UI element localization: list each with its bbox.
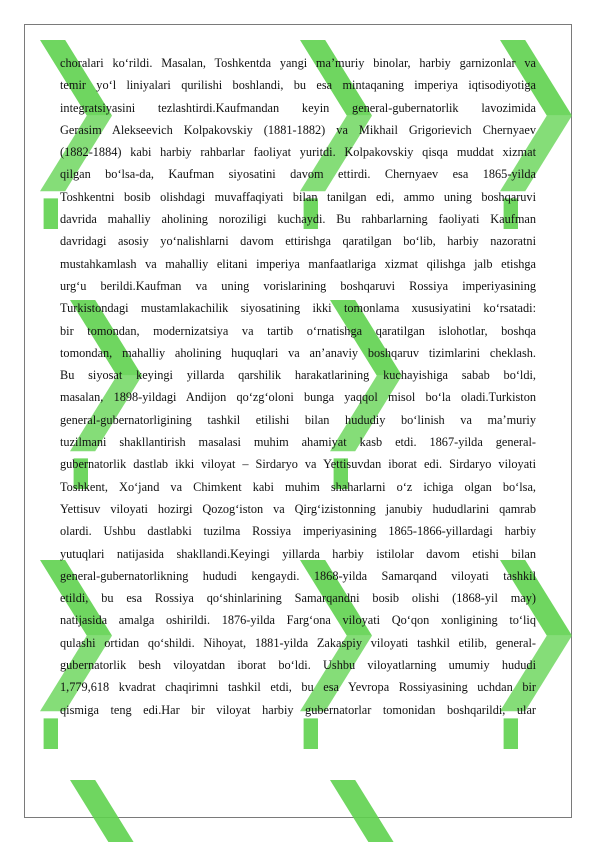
- text-line: Yettisuv viloyati hozirgi Qozog‘iston va Qirg‘izistonning janubiy hududlarini qamrab: [60, 501, 536, 516]
- text-line: Toshkentni bosib olishdagi muvaffaqiyati bilan tanilgan edi, ammo uning boshqaruvi: [60, 189, 536, 204]
- text-line: Bu siyosat keyingi yillarda qarshilik harakatlarining kuchayishiga sabab bo‘ldi,: [60, 368, 536, 383]
- text-line: tuzilmani shakllantirish masalasi muhim ahamiyat kasb etdi. 1867-yilda general-: [60, 435, 536, 450]
- text-line: temir yo‘l liniyalari qurilishi boshlandi, bu esa mintaqaning imperiya iqtisodiyotiga: [60, 78, 536, 93]
- text-line: davridagi asosiy yo‘nalishlarni davom ettirishga qaratilgan bo‘lib, harbiy nazoratni: [60, 234, 536, 249]
- text-line: 1,779,618 kvadrat chaqirimni tashkil etdi, bu esa Yevropa Rossiyasining uchdan bir: [60, 680, 536, 695]
- text-line: qismiga teng edi.Har bir viloyat harbiy gubernatorlar tomonidan boshqarildi, ular: [60, 702, 536, 717]
- text-line: olardi. Ushbu dastlabki tuzilma Rossiya imperiyasining 1865-1866-yillardagi harbiy: [60, 524, 536, 539]
- text-line: etildi, bu esa Rossiya qo‘shinlarining Samarqandni bosib olishi (1868-yil may): [60, 591, 536, 606]
- watermark-chevron-icon: [70, 780, 142, 842]
- text-line: (1882-1884) kabi harbiy rahbarlar faoliyat yuritdi. Kolpakovskiy qisqa muddat xizmat: [60, 145, 536, 160]
- text-line: natijasida amalga oshirildi. 1876-yilda Farg‘ona viloyati Qo‘qon xonligining to‘liq: [60, 613, 536, 628]
- watermark-chevron-icon: [330, 780, 402, 842]
- text-line: yutuqlari natijasida shakllandi.Keyingi yillarda harbiy istilolar davom etishi bilan: [60, 546, 536, 561]
- text-line: choralari ko‘rildi. Masalan, Toshkentda yangi ma’muriy binolar, harbiy garnizonlar va: [60, 56, 536, 70]
- text-line: gubernatorlik besh viloyatdan iborat bo‘ldi. Ushbu viloyatlarning umumiy hududi: [60, 658, 536, 673]
- text-line: gubernatorlik dastlab ikki viloyat – Sirdaryo va Yettisuvdan iborat edi. Sirdaryo viloyati: [60, 457, 536, 472]
- text-line: masalan, 1898-yildagi Andijon qo‘zg‘oloni bunga yaqqol misol bo‘la oladi.Turkiston: [60, 390, 536, 405]
- text-line: bir tomondan, modernizatsiya va tartib o‘rnatishga qaratilgan islohotlar, boshqa: [60, 323, 536, 338]
- text-line: integratsiyasini tezlashtirdi.Kaufmandan keyin general-gubernatorlik lavozimida: [60, 100, 536, 115]
- text-line: davrida mahalliy aholining noroziligi kuchaydi. Bu rahbarlarning faoliyati Kaufman: [60, 212, 536, 227]
- text-line: general-gubernatorligining tashkil etilishi bilan hududiy bo‘linish va ma’muriy: [60, 412, 536, 427]
- text-line: Gerasim Alekseevich Kolpakovskiy (1881-1882) va Mikhail Grigorievich Chernyaev: [60, 122, 536, 137]
- text-line: Turkistondagi mustamlakachilik siyosatining ikki tomonlama xususiyatini ko‘rsatadi:: [60, 301, 536, 316]
- text-line: urg‘u berildi.Kaufman va uning vorislarining boshqaruvi Rossiya imperiyasining: [60, 278, 536, 293]
- text-line: tomondan, mahalliy aholining huquqlari va an’anaviy boshqaruv tizimlarini cheklash.: [60, 345, 536, 360]
- text-line: qilgan bo‘lsa-da, Kaufman siyosatini davom ettirdi. Chernyaev esa 1865-yilda: [60, 167, 536, 182]
- text-line: Toshkent, Xo‘jand va Chimkent kabi muhim shaharlarni o‘z ichiga olgan bo‘lsa,: [60, 479, 536, 494]
- text-line: qulashi ortidan qo‘shildi. Nihoyat, 1881-yilda Zakaspiy viloyati tashkil etilib, general-: [60, 635, 536, 650]
- text-line: general-gubernatorlikning hududi kengaydi. 1868-yilda Samarqand viloyati tashkil: [60, 568, 536, 583]
- document-body: [60, 52, 536, 721]
- text-line: mustahkamlash va mahalliy elitani imperiya manfaatlariga xizmat qilishga jalb etishga: [60, 256, 536, 271]
